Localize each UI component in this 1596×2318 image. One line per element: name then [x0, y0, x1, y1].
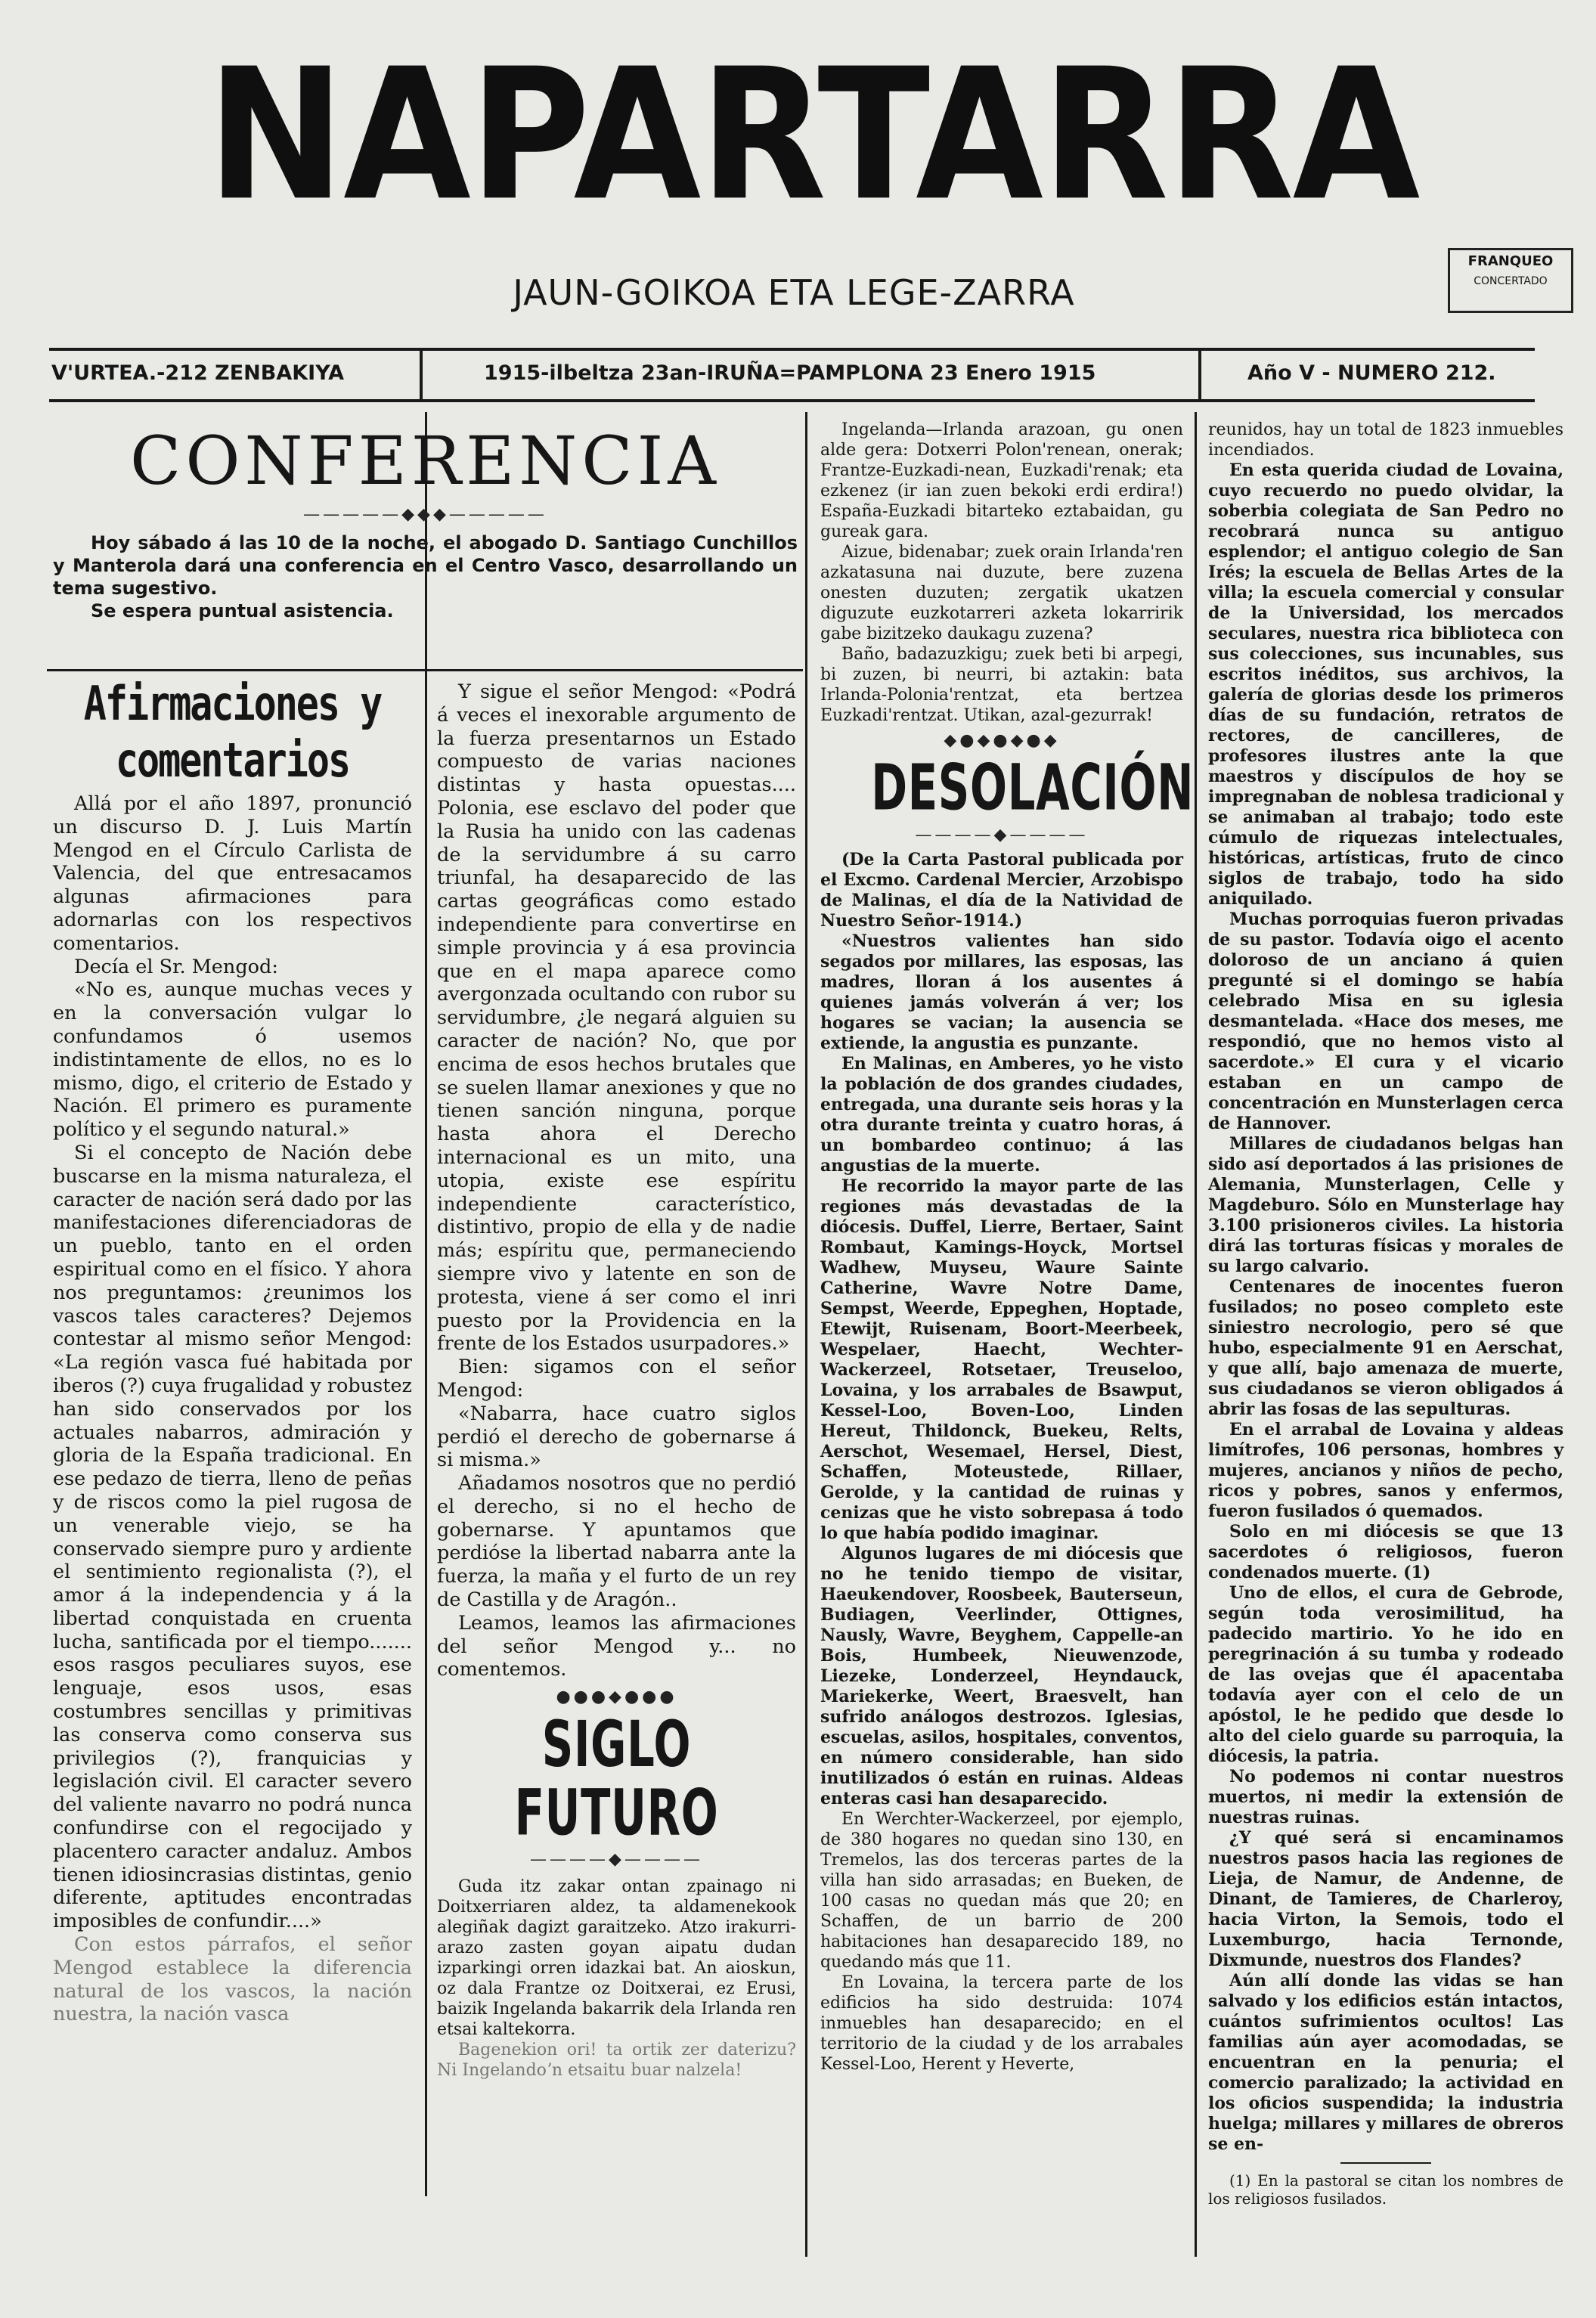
- desolacion-continued-paragraph: Muchas porroquias fueron privadas de su pastor. Todavía oigo el acento doloroso de un anciano á quien pregunté si el domingo se había celebrado Misa en su iglesia desmantelada. «Hace dos meses, me respondió, que no hemos visto al sacerdote.» El cura y el vicario estaban en un campo de concentración en Munsterlagen cerca de Hannover.: [1208, 910, 1563, 1133]
- desolacion-continued-paragraph: No podemos ni contar nuestros muertos, ni medir la extensión de nuestras ruinas.: [1208, 1767, 1563, 1827]
- conferencia-block: [53, 423, 798, 622]
- afirmaciones-headline: Afirmaciones y comentarios: [83, 676, 382, 788]
- afirmaciones-continued-paragraph: Añadamos nosotros que no perdió el derecho, si no el hecho de gobernarse. Y apuntamos que perdióse la libertad nabarra ante la fuerza, la maña y el furto de un rey de Castilla y de Aragón..: [437, 1472, 796, 1612]
- ornament-divider: —————◆◆◆—————: [303, 505, 547, 524]
- afirmaciones-paragraph: Decía el Sr. Mengod:: [74, 955, 278, 978]
- siglo-futuro-paragraph: Bagenekion ori! ta ortik zer daterizu? Ni Ingelandoʼn etsaitu buar nalzela!: [437, 2040, 796, 2080]
- ornament-divider: ————◆————: [915, 826, 1089, 844]
- dateline-top-rule: [49, 348, 1535, 351]
- postage-stamp-box: [1448, 248, 1573, 313]
- euskera-paragraph: Baño, badazuzkigu; zuek beti bi arpegi, bi zuzen, bi neurri, bi aztakin: bata Irlanda-Polonia'rentzat, eta bertzea Euzkadi'rentzat. Utikan, azal-gezurrak!: [820, 645, 1183, 725]
- afirmaciones-continued-column: [437, 680, 796, 2081]
- column-rule-2: [805, 412, 807, 2257]
- desolacion-continued-paragraph: En el arrabal de Lovaina y aldeas limítrofes, 106 personas, hombres y mujeres, ancianos y niños de pecho, ricos y pobres, sanos y enfermos, fueron fusilados ó quemados.: [1208, 1420, 1563, 1521]
- afirmaciones-column: [53, 676, 412, 2026]
- dateline-bottom-rule: [49, 399, 1535, 402]
- desolacion-continued-paragraph: ¿Y qué será si encaminamos nuestros pasos hacia las regiones de Lieja, de Namur, de Andenne, de Dinant, de Tamieres, de Charleroy, hacia Virton, la Semois, todo el Luxemburgo, hacia Ternonde, Dixmunde, nuestros dos Flandes?: [1208, 1828, 1563, 1970]
- desolacion-paragraph: En Werchter-Wackerzeel, por ejemplo, de 380 hogares no quedan sino 130, en Tremelos, las dos terceras partes de la villa han sido arrasadas; en Bueken, de 100 casas no quedan más que 20; en Schaffen, de un barrio de 200 habitaciones han desaparecido 189, no quedando más que 11.: [820, 1810, 1183, 1972]
- footnote: (1) En la pastoral se citan los nombres de los religiosos fusilados.: [1208, 2171, 1563, 2208]
- stamp-line-1: FRANQUEO: [1467, 253, 1554, 269]
- euskera-paragraph: Ingelanda—Irlanda arazoan, gu onen alde gera: Dotxerri Polon'renean, onerak; Frantze-Euzkadi-nean, Euzkadi'renak; eta ezkenez (ir ian zuen bekoki erdi erdira!) España-Euzkadi bitarteko eztabaidan, gu gureak gara.: [820, 420, 1183, 541]
- desolacion-paragraph: Algunos lugares de mi diócesis que no he tenido tiempo de visitar, Haeukendover, Roosbeek, Bauterseun, Budiagen, Veerlinder, Ottignes, Nausly, Wavre, Beyghem, Cappelle-an Bois, Humbeek, Nieuwenzode, Liezeke, Londerzeel, Heyndauck, Mariekerke, Weert, Braesvelt, han sufrido análogos destrozos. Iglesias, escuelas, asilos, hospitales, conventos, en número considerable, han sido inutilizados ó están en ruinas. Aldeas enteras casi han desaparecido.: [820, 1544, 1183, 1808]
- desolacion-continued-paragraph: Aún allí donde las vidas se han salvado y los edificios están intactos, cuántos sufrimientos ocultos! Las familias aún ayer acomodadas, se encuentran en la penuria; el comercio paralizado; la actividad en los oficios suspendida; la industria huelga; millares y millares de obreros se en-: [1208, 1971, 1563, 2154]
- afirmaciones-paragraph: Si el concepto de Nación debe buscarse en la misma naturaleza, el caracter de nación será dado por las manifestaciones diferenciadoras de un pueblo, tanto en el orden espiritual como en el físico. Y ahora nos preguntamos: ¿reunimos los vascos tales caracteres? Dejemos contestar al mismo señor Mengod: «La región vasca fué habitada por iberos (?) cuya frugalidad y robustez han sido conservados por los actuales nabarros, admiración y gloria de la España tradicional. En ese pedazo de tierra, lleno de peñas y de riscos como la piel rugosa de un venerable viejo, se ha conservado siempre puro y ardiente el sentimiento regionalista (?), el amor á la independencia y á la libertad conquistada en cruenta lucha, santificada por el tiempo....... esos rasgos peculiares suyos, ese lenguaje, esos usos, esas costumbres sencillas y primitivas las conserva como conserva sus privilegios (?), franquicias y legislación civil. El caracter severo del valiente navarro no podrá nunca confundirse con el regocijado y placentero caracter andaluz. Ambos tienen idiosincrasias distintas, genio diferente, aptitudes encontradas imposibles de confundir....»: [53, 1141, 412, 1933]
- siglo-futuro-headline: SIGLO FUTURO: [514, 1707, 719, 1850]
- dateline-divider-right: [1198, 349, 1201, 401]
- desolacion-continued-paragraph: En esta querida ciudad de Lovaina, cuyo recuerdo no puedo olvidar, la soberbia colegiata de San Pedro no recobrará nunca su antiguo esplendor; el antiguo colegio de San Irés; la escuela de Bellas Artes de la villa; la escuela comercial y consular de la Universidad, los mercados seculares, nuestra rica biblioteca con sus colecciones, sus incunables, sus escritos inéditos, sus archivos, la galería de glorias desde los primeros días de su fundación, retratos de rectores, de cancilleres, de profesores ilustres ante la que maestros y discípulos de hoy se impregnaban de noblesa tradicional y se animaban al trabajo; todo este cúmulo de riquezas intelectuales, históricas, artísticas, fruto de cinco siglos de trabajo, todo ha sido aniquilado.: [1208, 460, 1563, 909]
- desolacion-continued-paragraph: Millares de ciudadanos belgas han sido así deportados á las prisiones de Alemania, Munsterlagen, Celle y Magdeburo. Sólo en Munsterlage hay 3.100 prisioneros civiles. La historia dirá las torturas físicas y morales de su largo calvario.: [1208, 1134, 1563, 1276]
- afirmaciones-paragraph: Allá por el año 1897, pronunció un discurso D. J. Luis Martín Mengod en el Círculo Carlista de Valencia, del que entresacamos algunas afirmaciones para adornarlas con los respectivos comentarios.: [53, 792, 412, 955]
- euskera-paragraph: Aizue, bidenabar; zuek orain Irlanda'ren azkatasuna nai duzute, bere zuzena onesten duzuten; zergatik ukatzen diguzute euzkotarreri azketa lokarririk gabe bizitzeko daukagu zuzena?: [820, 543, 1183, 643]
- dateline-center: 1915-ilbeltza 23an-IRUÑA=PAMPLONA 23 Enero 1915: [484, 361, 1096, 385]
- desolacion-paragraph: En Malinas, en Amberes, yo he visto la población de dos grandes ciudades, entregada, una durante seis horas y la otra durante treinta y cuatro horas, á un bombardeo continuo; á las angustias de la muerte.: [820, 1054, 1183, 1176]
- desolacion-continued-paragraph: Solo en mi diócesis se que 13 sacerdotes ó religiosos, fueron condenados muerte. (1): [1208, 1522, 1563, 1582]
- dateline-divider-left: [420, 349, 423, 401]
- ornament-divider: ◆●◆●◆●◆: [944, 731, 1060, 750]
- desolacion-subtitle: (De la Carta Pastoral publicada por el Excmo. Cardenal Mercier, Arzobispo de Malinas, el día de la Natividad de Nuestro Señor-1914.): [820, 850, 1183, 931]
- desolacion-continued-column: [1208, 420, 1563, 2208]
- desolacion-continued-paragraph: reunidos, hay un total de 1823 inmuebles incendiados.: [1208, 420, 1563, 460]
- desolacion-continued-paragraph: Uno de ellos, el cura de Gebrode, según toda verosimilitud, ha padecido martirio. Yo he ido en peregrinación á su tumba y rodeado de las ovejas que él apacentaba todavía ayer con el celo de un apóstol, le he pedido que desde lo alto del cielo guarde su parroquia, la diócesis, la patria.: [1208, 1583, 1563, 1766]
- conferencia-notice-2: Se espera puntual asistencia.: [91, 600, 394, 621]
- column-rule-3: [1195, 412, 1197, 2257]
- footnote-rule: [1340, 2162, 1431, 2164]
- desolacion-column: [820, 420, 1195, 2075]
- conferencia-notice: Hoy sábado á las 10 de la noche, el abogado D. Santiago Cunchillos y Manterola dará una conferencia en el Centro Vasco, desarrollando un tema sugestivo.: [53, 531, 798, 599]
- desolacion-paragraph: En Lovaina, la tercera parte de los edificios ha sido destruida: 1074 inmuebles han desaparecido; en el territorio de la ciudad y de los arrabales Kessel-Loo, Herent y Heverte,: [820, 1973, 1183, 2074]
- dateline-left: V'URTEA.-212 ZENBAKIYA: [51, 361, 345, 385]
- conferencia-bottom-rule: [47, 669, 803, 671]
- masthead-motto: JAUN-GOIKOA ETA LEGE-ZARRA: [513, 272, 1075, 313]
- afirmaciones-continued-paragraph: Y sigue el señor Mengod: «Podrá á veces el inexorable argumento de la fuerza presentarnos un Estado compuesto de varias naciones distintas y hasta opuestas.... Polonia, ese esclavo del poder que la Rusia ha unido con las cadenas de la servidumbre á su carro triunfal, ha desaparecido de las cartas geográficas como estado independiente para convertirse en simple provincia y á esa provincia que en el mapa aparece como avergonzada ocultando con rubor su servidumbre, ¿le negará alguien su caracter de nación? No, que por encima de esos hechos brutales que se suelen llamar anexiones y que no tienen sanción ninguna, porque hasta ahora el Derecho internacional es un mito, una utopia, existe ese espíritu independiente característico, distintivo, propio de ella y de nadie más; espíritu que, permaneciendo siempre vivo y latente en son de protesta, viene á ser como el inri puesto por la Providencia en la frente de los Estados usurpadores.»: [437, 680, 796, 1356]
- stamp-line-2: CONCERTADO: [1474, 275, 1548, 287]
- conferencia-headline: CONFERENCIA: [130, 422, 721, 500]
- column-rule-1: [425, 412, 427, 2196]
- afirmaciones-continued-paragraph: «Nabarra, hace cuatro siglos perdió el derecho de gobernarse á si misma.»: [437, 1402, 796, 1472]
- desolacion-paragraph: «Nuestros valientes han sido segados por millares, las esposas, las madres, lloran á los ausentes á quienes jamás volverán á ver; los hogares se vacian; la ausencia se extiende, la angustia es punzante.: [820, 931, 1183, 1053]
- afirmaciones-continued-paragraph: Bien: sigamos con el señor Mengod:: [437, 1356, 796, 1402]
- desolacion-continued-paragraph: Centenares de inocentes fueron fusilados; no poseo completo este siniestro necrologio, pero sé que hubo, especialmente 91 en Aerschat, y que allí, bajo amenaza de muerte, sus ciudadanos se vieron obligados á abrir las fosas de las sepulturas.: [1208, 1277, 1563, 1419]
- afirmaciones-paragraph: Con estos párrafos, el señor Mengod establece la diferencia natural de los vascos, la nación nuestra, la nación vasca: [53, 1933, 412, 2026]
- dateline-right: Año V - NUMERO 212.: [1247, 361, 1496, 385]
- siglo-futuro-paragraph: Guda itz zakar ontan zpainago ni Doitxerriaren aldez, ta aldamenekook alegiñak dagizt garaitzeko. Atzo irakurri-arazo zasten goyan aipatu dudan izparkingi orren idazkai bat. An aioskun, oz dala Frantze oz Doitxerai, ez Erusi, baizik Ingelanda bakarrik dela Irlanda ren etsai kaltekorra.: [437, 1876, 796, 2039]
- ornament-divider: ————◆————: [530, 1850, 703, 1870]
- afirmaciones-paragraph: «No es, aunque muchas veces y en la conversación vulgar lo confundamos ó usemos indistintamente de ellos, no es lo mismo, digo, el criterio de Estado y Nación. El primero es puramente político y el segundo natural.»: [53, 978, 412, 1142]
- desolacion-headline: DESOLACIÓN: [871, 750, 1195, 825]
- afirmaciones-continued-paragraph: Leamos, leamos las afirmaciones del señor Mengod y... no comentemos.: [437, 1611, 796, 1681]
- ornament-divider: ●●●◆●●●: [556, 1687, 677, 1707]
- desolacion-paragraph: He recorrido la mayor parte de las regiones más devastadas de la diócesis. Duffel, Lierre, Bertaer, Saint Rombaut, Kamings-Hoyck, Mortsel Wadhew, Muyseu, Waure Sainte Catherine, Wavre Notre Dame, Sempst, Weerde, Eppeghen, Hoptade, Etewijt, Ruisenam, Boort-Meerbeek, Wespelaer, Haecht, Wechter-Wackerzeel, Rotsetaer, Treuseloo, Lovaina, y los arrabales de Bsawput, Kessel-Loo, Boven-Loo, Linden Hereut, Thildonck, Buekeu, Relts, Aerschot, Wesemael, Hersel, Diest, Schaffen, Moteustede, Rillaer, Gerolde, y la cantidad de ruinas y cenizas que he visto sobrepasa á todo lo que había podido imaginar.: [820, 1176, 1183, 1543]
- masthead-title: NAPARTARRA: [206, 30, 1419, 241]
